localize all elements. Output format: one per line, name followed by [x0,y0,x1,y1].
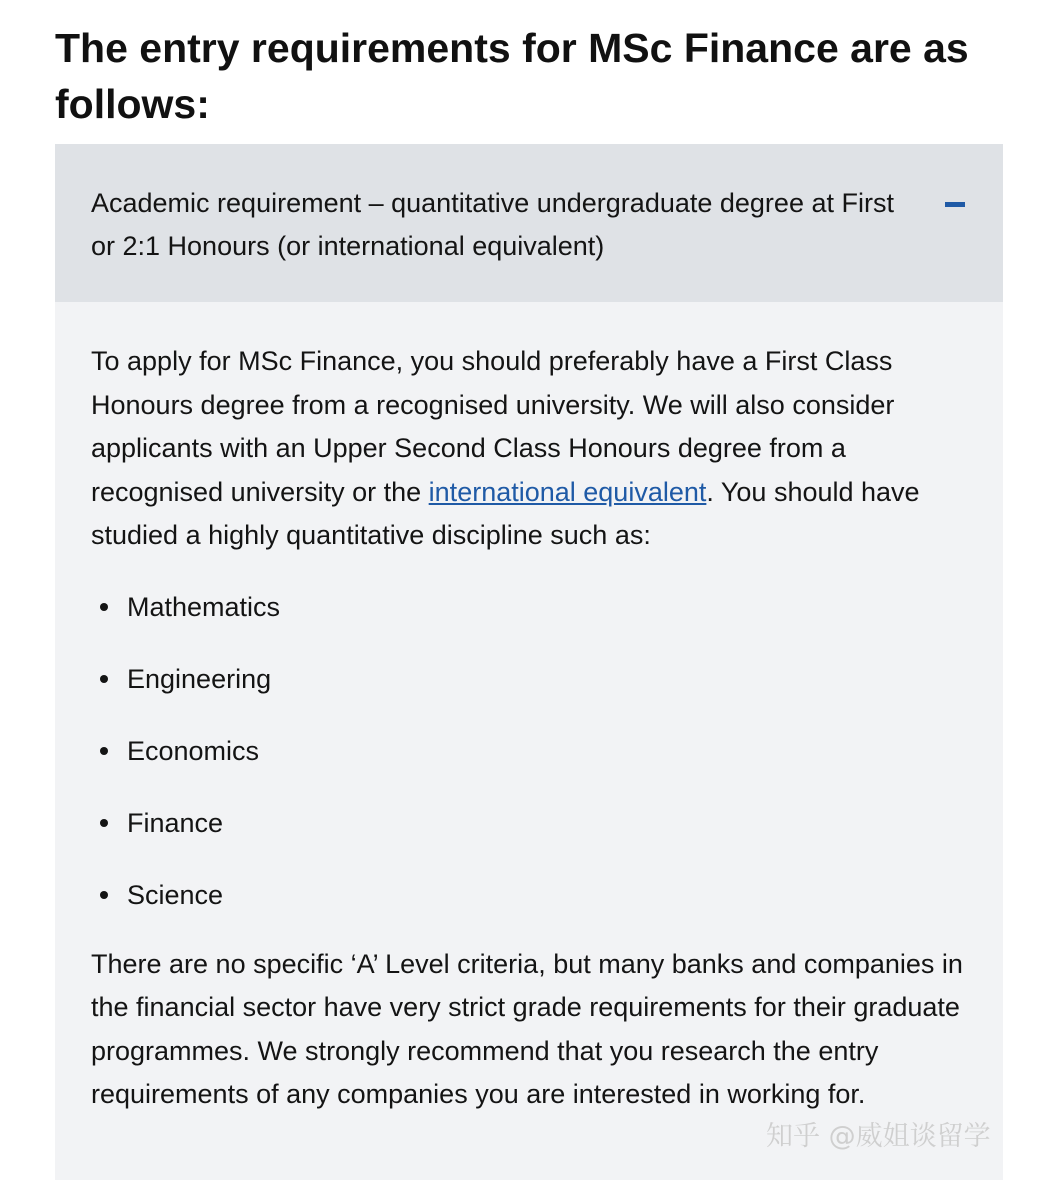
discipline-label: Engineering [127,663,272,694]
list-item [91,643,971,715]
accordion-title: Academic requirement – quantitative undergraduate degree at First or 2:1 Honours (or international equivalent) [91,188,894,261]
bullet-icon [100,675,108,683]
bullet-icon [100,819,108,827]
bullet-icon [100,891,108,899]
accordion-body [91,340,971,1117]
list-item [91,571,971,643]
intro-text-after-link: . You should have studied a highly quantitative discipline such as: [91,476,920,550]
accordion-header[interactable] [55,144,1003,302]
list-item [91,859,971,931]
discipline-label: Mathematics [127,591,281,622]
intro-text-before-link: To apply for MSc Finance, you should preferably have a First Class Honours degree from a recognised university. We will also consider applicants with an Upper Second Class Honours degree from a recognised university or the [91,346,895,507]
page-title: The entry requirements for MSc Finance are as follows: [55,25,969,127]
international-equivalent-link[interactable]: international equivalent [428,476,707,507]
list-item [91,715,971,787]
bullet-icon [100,603,108,611]
academic-requirement-accordion [55,144,1003,1180]
discipline-label: Science [127,879,224,910]
intro-paragraph [91,340,971,558]
discipline-list [91,571,971,931]
zhihu-watermark: 知乎 @威姐谈留学 [766,1121,991,1152]
a-level-note-paragraph: There are no specific ‘A’ Level criteria, but many banks and companies in the financial sector have very strict grade requirements for their graduate programmes. We strongly recommend that you research the entry requirements of any companies you are interested in working for. [91,948,963,1109]
minus-icon [945,202,965,207]
discipline-label: Economics [127,735,260,766]
collapse-toggle-button[interactable] [939,196,969,222]
list-item [91,787,971,859]
discipline-label: Finance [127,807,224,838]
bullet-icon [100,747,108,755]
